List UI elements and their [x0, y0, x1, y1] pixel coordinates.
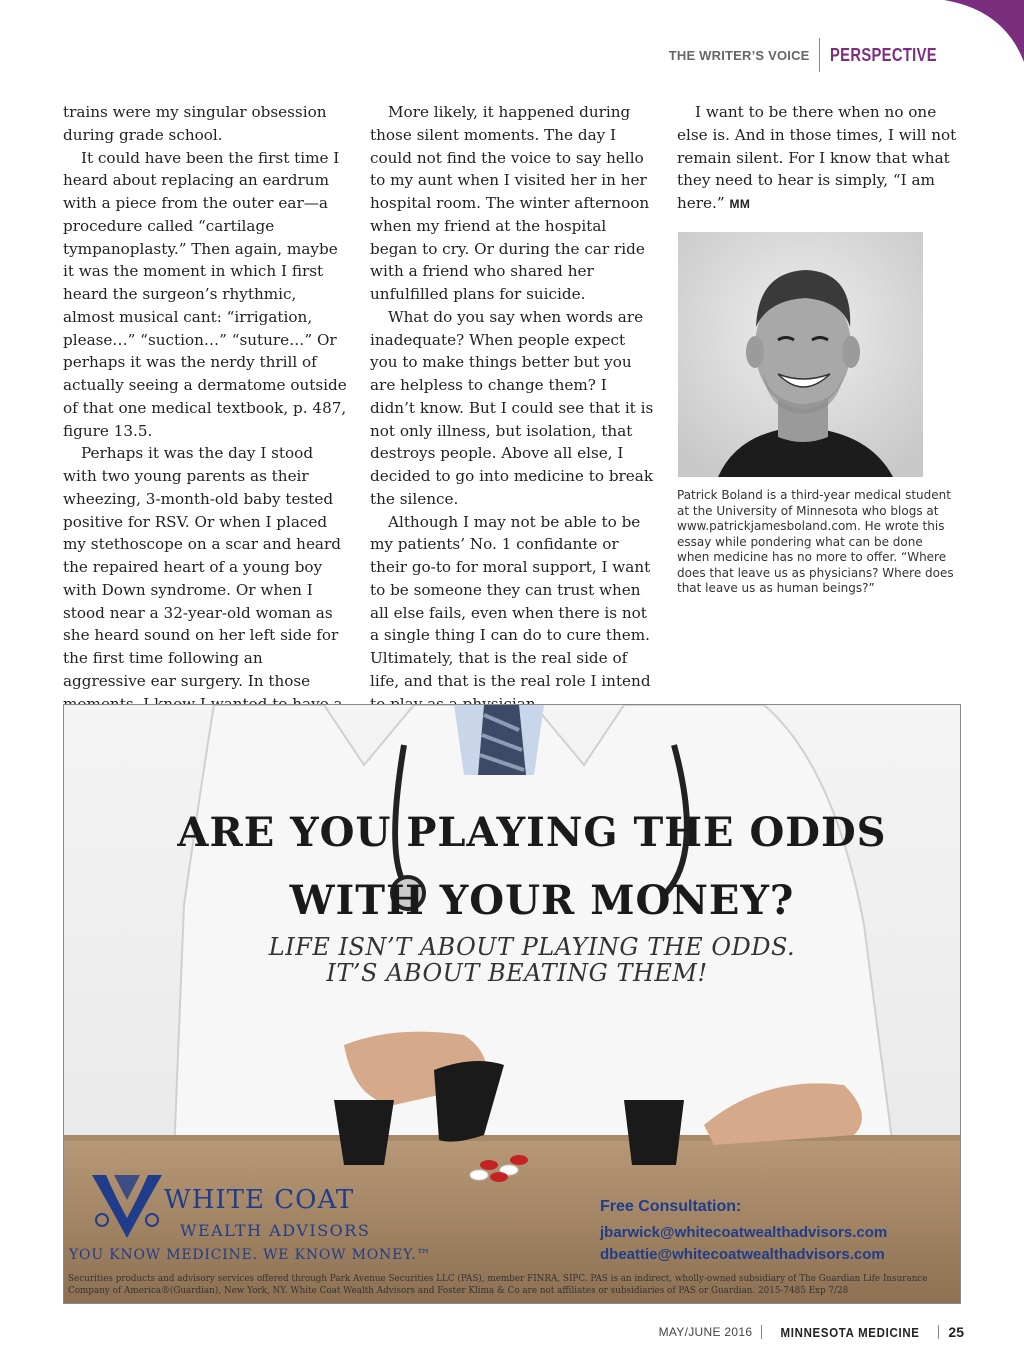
email-link-1[interactable]: jbarwick@whitecoatwealthadvisors.com	[600, 1224, 888, 1241]
page-number: 25	[948, 1324, 964, 1340]
category-label: PERSPECTIVE	[829, 44, 937, 65]
magazine-name: MINNESOTA MEDICINE	[780, 1324, 920, 1340]
article-column-3	[677, 101, 962, 216]
page-header	[669, 38, 960, 72]
ad-tagline-1: LIFE ISN’T ABOUT PLAYING THE ODDS.	[268, 933, 796, 961]
paragraph: Perhaps it was the day I stood with two young parents as their wheezing, 3-month-old baby tested positive for RSV. Or when I placed my stethoscope on a scar and heard the repaired heart of a young boy with Down syndrome. Or when I stood near a 32-year-old woman as she heard sound on her left side for the first time following an aggressive ear surgery. In those	[63, 444, 341, 690]
paragraph: Although I may not be able to be my patients’ No. 1 confidante or their go-to for moral support, I want to be someone they can trust when all else fails, even when there is not a single thing I can do to cure them. Ultimately, that is the real side of life, and that is the real role I intend	[370, 512, 651, 690]
ad-headline-1: ARE YOU PLAYING THE ODDS	[177, 809, 887, 856]
ad-headline-2: WITH YOUR MONEY?	[289, 877, 795, 924]
article-column-2	[370, 101, 655, 715]
article-column-1	[63, 101, 350, 761]
author-photo	[678, 232, 923, 477]
header-divider	[819, 38, 820, 72]
paragraph: What do you say when words are inadequate? When people expect you to make things better but you are helpless to change them? I didn’t know. But I could see that it is not only illness, but isolation, that destroys people. Above all else, I decided to go into medicine to break the silence.	[370, 307, 654, 508]
ad-tagline-2: IT’S ABOUT BEATING THEM!	[326, 959, 708, 987]
section-label: THE WRITER’S VOICE	[668, 47, 810, 63]
ad-disclaimer: Securities products and advisory services offered through Park Avenue Securities LLC (PAS), member FINRA, SIPC. PAS is an indirect, wholly-owned subsidiary of The Guardian Life Insurance Company of America®(Guardian), New York, NY. White Coat Wealth Advisors and Foster Klima & Co are not affiliates or subsidiaries of PAS or Guardian. 2015-7485 Exp 7/28	[68, 1274, 928, 1296]
page-footer	[659, 1324, 964, 1340]
paragraph: It could have been the first time I heard about replacing an eardrum with a piece from the outer ear—a procedure called “cartilage tympanoplasty.” Then again, maybe it was the moment in which I first heard the surgeon’s rhythmic, almost musical cant: “irrigation, please…” “suction…” “suture…” Or perhaps it was the nerdy thrill of actually seeing a dermatome outside of that one medical textbook, p. 487, figure 13.5.	[63, 148, 347, 440]
email-link-2[interactable]: dbeattie@whitecoatwealthadvisors.com	[600, 1246, 885, 1263]
footer-divider	[761, 1325, 762, 1339]
footer-divider	[938, 1325, 939, 1339]
brand-name: WHITE COAT	[164, 1185, 355, 1215]
paragraph	[677, 101, 962, 216]
issue-date: MAY/JUNE 2016	[658, 1325, 753, 1339]
closing-text: I want to be there when no one else is. And in those times, I will not remain silent. For I know that what they need to hear is simply, “I am here.”	[677, 103, 957, 212]
free-consultation-label: Free Consultation:	[600, 1198, 742, 1215]
advertisement[interactable]	[63, 704, 961, 1304]
paragraph: trains were my singular obsession during grade school.	[63, 103, 327, 144]
paragraph: More likely, it happened during those silent moments. The day I could not find the voice to say hello to my aunt when I visited her in her hospital room. The winter afternoon when my friend at the hospital began to cry. Or during the car ride with a friend who shared her unfulfilled plans for suicide.	[370, 103, 650, 303]
end-mark: MM	[729, 197, 751, 211]
author-caption: Patrick Boland is a third-year medical student at the University of Minnesota who blogs at www.patrickjamesboland.com. He wrote this essay while pondering what can be done when medicine has no more to offer. “Where does that leave us as physicians? Where does that leave us as human beings?”	[677, 488, 954, 595]
white-coat-logo-icon	[82, 1170, 172, 1242]
brand-slogan: YOU KNOW MEDICINE. WE KNOW MONEY.™	[69, 1247, 432, 1263]
brand-subtitle: WEALTH ADVISORS	[180, 1221, 371, 1240]
